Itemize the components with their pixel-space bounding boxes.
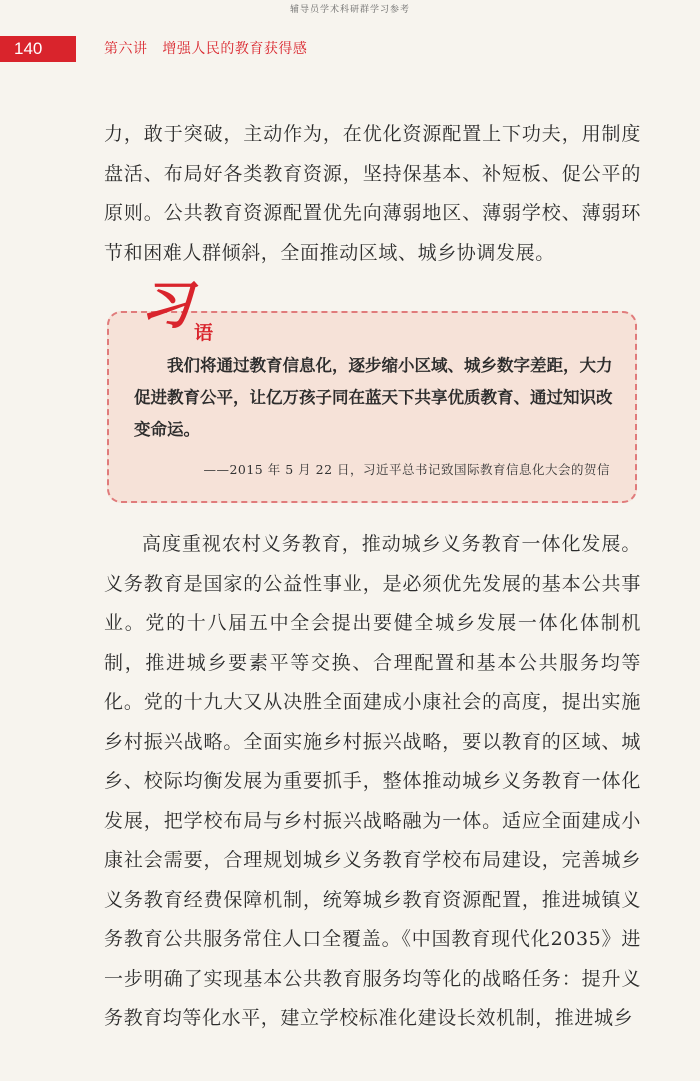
- chapter-title: 第六讲 增强人民的教育获得感: [104, 41, 308, 57]
- page-number: 140: [0, 36, 76, 62]
- running-head: 辅导员学术科研群学习参考: [289, 5, 410, 15]
- quote-source: ——2015 年 5 月 22 日，习近平总书记致国际教育信息化大会的贺信: [203, 462, 610, 477]
- quote-text: 我们将通过教育信息化，逐步缩小区域、城乡数字差距，大力促进教育公平，让亿万孩子同在蓝天下共享优质教育、通过知识改变命运。: [134, 356, 613, 439]
- body-paragraph-1: 力，敢于突破，主动作为，在优化资源配置上下功夫，用制度盘活、布局好各类教育资源，坚持保基本、补短板、促公平的原则。公共教育资源配置优先向薄弱地区、薄弱学校、薄弱环节和困难人群倾斜，全面推动区域、城乡协调发展。: [104, 123, 641, 264]
- quote-label: 语: [194, 322, 214, 344]
- quote-mark: 习: [140, 275, 193, 336]
- body-paragraph-2: 高度重视农村义务教育，推动城乡义务教育一体化发展。义务教育是国家的公益性事业，是必须优先发展的基本公共事业。党的十八届五中全会提出要健全城乡发展一体化体制机制，推进城乡要素平等交换、合理配置和基本公共服务均等化。党的十九大又从决胜全面建成小康社会的高度，提出实施乡村振兴战略。全面实施乡村振兴战略，要以教育的区域、城乡、校际均衡发展为重要抓手，整体推动城乡义务教育一体化发展，把学校布局与乡村振兴战略融为一体。适应全面建成小康社会需要，合理规划城乡义务教育学校布局建设，完善城乡义务教育经费保障机制，统筹城乡教育资源配置，推进城镇义务教育公共服务常住人口全覆盖。《中国教育现代化2035》进一步明确了实现基本公共教育服务均等化的战略任务：提升义务教育均等化水平，建立学校标准化建设长效机制，推进城乡: [104, 533, 641, 1029]
